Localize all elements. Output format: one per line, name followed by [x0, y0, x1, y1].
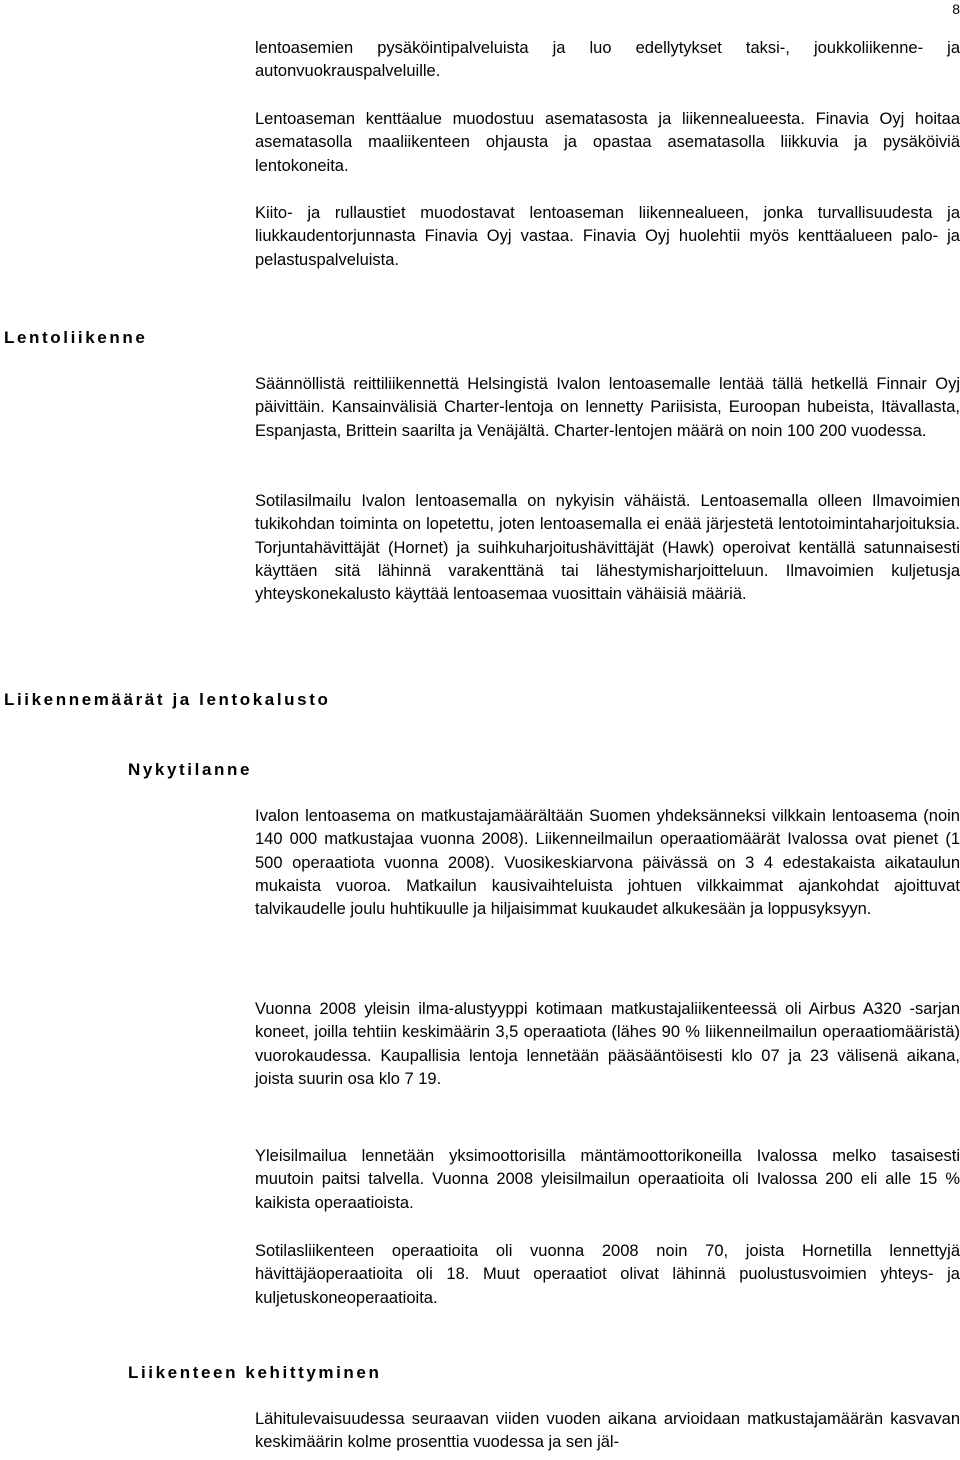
heading-liikennemaarat: Liikennemäärät ja lentokalusto	[4, 690, 331, 709]
paragraph-military-operations: Sotilasliikenteen operaatioita oli vuonna 2008 noin 70, joista Hornetilla lennettyjä hävittäjäoperaatioita oli 18. Muut operaatiot olivat lähinnä puolustusvoimien yhteys- ja kuljetuskoneoperaatioita.	[255, 1242, 960, 1307]
paragraph-parking-services: lentoasemien pysäköintipalveluista ja luo edellytykset taksi-, joukkoliikenne- ja autonvuokrauspalveluille.	[255, 39, 960, 81]
heading-kehittyminen: Liikenteen kehittyminen	[128, 1363, 382, 1382]
paragraph-aircraft-types: Vuonna 2008 yleisin ilma-alustyyppi kotimaan matkustajaliikenteessä oli Airbus A320 -sarjan koneet, joilla tehtiin keskimäärin 3,5 operaatiota (lähes 90 % liikenneilmailun operaatiomääristä) vuorokaudessa. Kaupallisia lentoja lennetään pääsääntöisesti klo 07 ja 23 välisenä aikana, joista suurin osa klo 7 19.	[255, 1000, 960, 1088]
paragraph-military-aviation: Sotilasilmailu Ivalon lentoasemalla on nykyisin vähäistä. Lentoasemalla olleen Ilmavoimien tukikohdan toiminta on lopetettu, joten lentoasemalla ei enää järjestetä lentotoimintaharjoituksia. Torjuntahävittäjät (Hornet) ja suihkuharjoitushävittäjät (Hawk) operoivat kentällä satunnaisesti käyttäen sitä lähinnä varakenttänä tai lähestymisharjoitteluun. Ilmavoimien kuljetusja yhteyskonekalusto käyttää lentoasemaa vuosittain vähäisiä määriä.	[255, 492, 960, 604]
paragraph-runways: Kiito- ja rullaustiet muodostavat lentoaseman liikennealueen, jonka turvallisuudesta ja liukkaudentorjunnasta Finavia Oyj vastaa. Finavia Oyj huolehtii myös kenttäalueen palo- ja pelastuspalveluista.	[255, 204, 960, 269]
paragraph-passenger-volume: Ivalon lentoasema on matkustajamäärältään Suomen yhdeksänneksi vilkkain lentoasema (noin 140 000 matkustajaa vuonna 2008). Liikenneilmailun operaatiomäärät Ivalossa ovat pienet (1 500 operaatiota vuonna 2008). Vuosikeskiarvona päivässä on 3 4 edestakaista aikataulun mukaista vuoroa. Matkailun kausivaihteluista johtuen vilkkaimmat ajankohdat ajoittuvat talvikaudelle joulu huhtikuulle ja hiljaisimmat kuukaudet alkukesään ja loppusyksyyn.	[255, 807, 960, 919]
heading-lentoliikenne: Lentoliikenne	[4, 328, 148, 347]
heading-nykytilanne: Nykytilanne	[128, 760, 253, 779]
paragraph-field-area: Lentoaseman kenttäalue muodostuu asematasosta ja liikennealueesta. Finavia Oyj hoitaa asematasolla maaliikenteen ohjausta ja opastaa asematasolla liikkuvia ja pysäköiviä lentokoneita.	[255, 110, 960, 175]
paragraph-general-aviation: Yleisilmailua lennetään yksimoottorisilla mäntämoottorikoneilla Ivalossa melko tasaisesti muutoin paitsi talvella. Vuonna 2008 yleisilmailun operaatioita oli Ivalossa 200 eli alle 15 % kaikista operaatioista.	[255, 1147, 960, 1212]
page-number: 8	[952, 1, 960, 17]
paragraph-forecast: Lähitulevaisuudessa seuraavan viiden vuoden aikana arvioidaan matkustajamäärän kasvavan keskimäärin kolme prosenttia vuodessa ja sen jäl-	[255, 1410, 960, 1452]
paragraph-scheduled-traffic: Säännöllistä reittiliikennettä Helsingistä Ivalon lentoasemalle lentää tällä hetkellä Finnair Oyj päivittäin. Kansainvälisiä Charter-lentoja on lennetty Pariisista, Euroopan hubeista, Itävallasta, Espanjasta, Brittein saarilta ja Venäjältä. Charter-lentojen määrä on noin 100 200 vuodessa.	[255, 375, 960, 440]
